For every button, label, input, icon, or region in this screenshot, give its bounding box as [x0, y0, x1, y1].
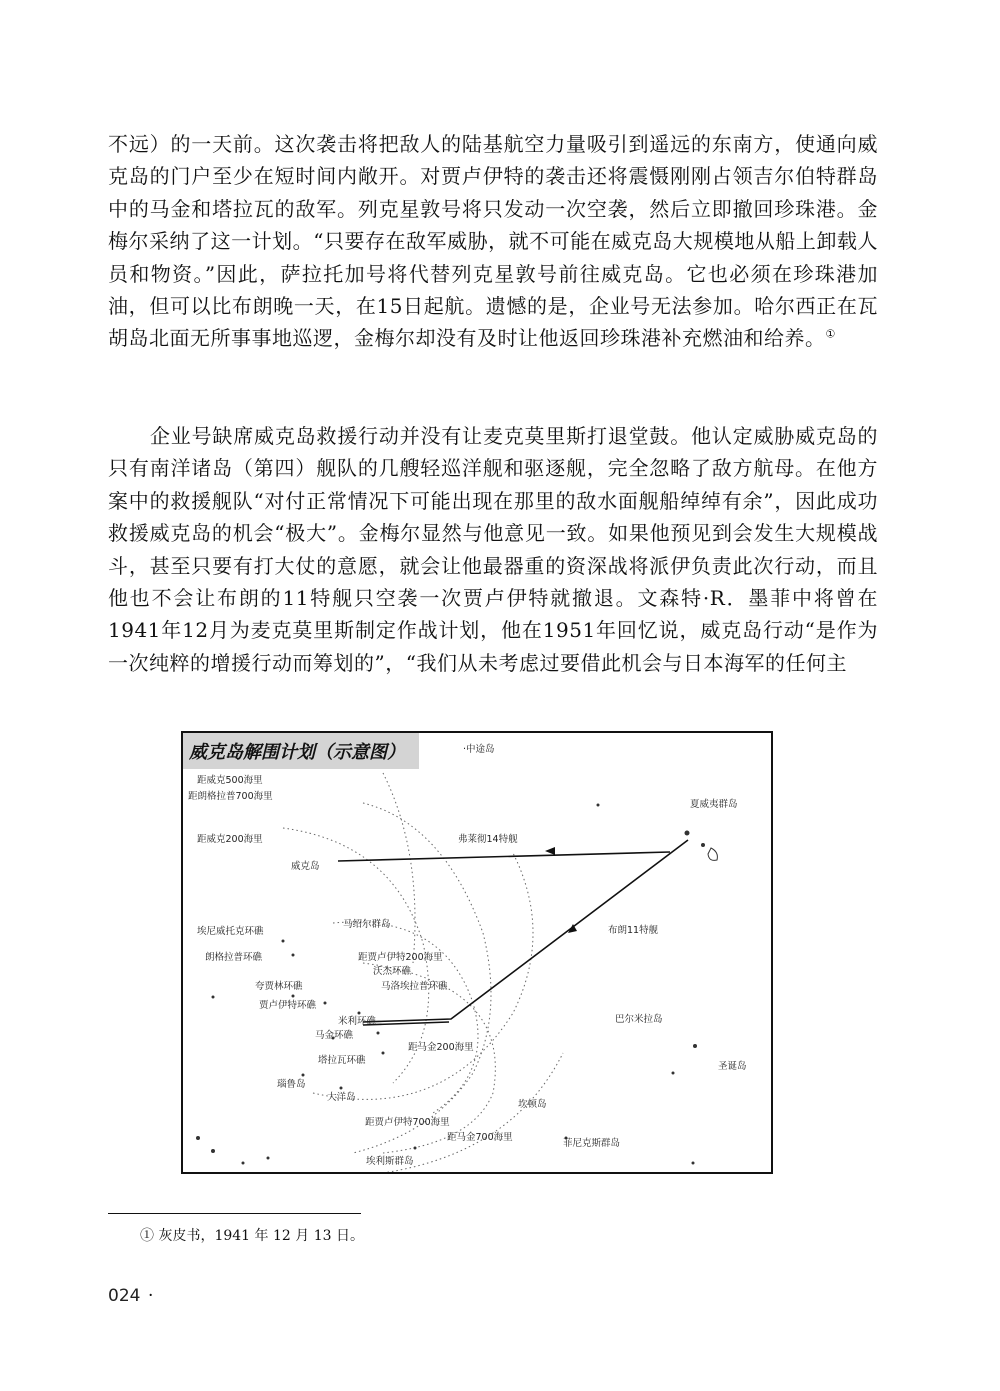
hawaii-island-2 [701, 843, 705, 847]
label-canton: 坎顿岛 [518, 1099, 547, 1110]
label-marshall: 马绍尔群岛 [343, 919, 391, 930]
label-wotje: 沃杰环礁 [373, 966, 412, 977]
footnote: ① 灰皮书，1941 年 12 月 13 日。 [140, 1228, 364, 1244]
islet [211, 1149, 215, 1153]
label-nauru: 瑙鲁岛 [277, 1079, 306, 1090]
footnote-divider [108, 1213, 361, 1214]
label-enewetak: 埃尼威托克环礁 [197, 926, 264, 937]
map-title-bar [183, 733, 419, 769]
islet [292, 995, 295, 998]
label-wake: 威克岛 [291, 861, 320, 872]
body-paragraph-1: 不远）的一天前。这次袭击将把敌人的陆基航空力量吸引到遥远的东南方，使通向威克岛的门户至少在短时间内敞开。对贾卢伊特的袭击还将震慑刚刚占领吉尔伯特群岛中的马金和塔拉瓦的敌军。列克星敦号将只发动一次空袭，然后立即撤回珍珠港。金梅尔采纳了这一计划。“只要存在敌军威胁，就不可能在威克岛大规模地从船上卸载人员和物资。”因此，萨拉托加号将代替列克星敦号前往威克岛。它也必须在珍珠港加油，但可以比布朗晚一天，在15日起航。遗憾的是，企业号无法参加。哈尔西正在瓦胡岛北面无所事事地巡逻，金梅尔却没有及时让他返回珍珠港补充燃油和给养。① [108, 132, 878, 351]
hawaii-big-island [708, 848, 717, 860]
label-jaluit: 贾卢伊特环礁 [259, 1000, 317, 1011]
islet [358, 1012, 361, 1015]
label-maloelap: 马洛埃拉普环礁 [381, 981, 448, 992]
label-palmyra: 巴尔米拉岛 [615, 1014, 663, 1025]
islet [212, 996, 215, 999]
label-dist-wake-200: 距威克200海里 [197, 834, 263, 845]
label-tarawa: 塔拉瓦环礁 [318, 1055, 366, 1066]
label-dist-jaluit-700: 距贾卢伊特700海里 [365, 1117, 450, 1128]
islet [292, 954, 295, 957]
page-number-separator: · [148, 1286, 154, 1306]
label-mili: 米利环礁 [338, 1016, 377, 1027]
islet [693, 1044, 697, 1048]
islet [340, 1087, 343, 1090]
islet [324, 1002, 327, 1005]
tf14-direction-arrow [545, 847, 555, 855]
label-phoenix: 菲尼克斯群岛 [563, 1138, 621, 1149]
label-kwajalein: 夸贾林环礁 [255, 981, 303, 992]
islet [382, 1052, 385, 1055]
range-arc-rongelap-700 [383, 773, 415, 963]
map-figure [181, 731, 773, 1174]
islet [242, 1162, 245, 1165]
range-arc-wake-500 [353, 803, 491, 1153]
footnote-reference[interactable]: ① [825, 327, 836, 341]
label-tf11: 布朗11特舰 [608, 925, 659, 936]
label-makin: 马金环礁 [315, 1030, 354, 1041]
islet [377, 1032, 380, 1035]
label-dist-wake-500: 距威克500海里 [197, 775, 263, 786]
route-tf14 [338, 852, 670, 861]
label-ellice: 埃利斯群岛 [366, 1156, 414, 1167]
range-arc-makin-700 [383, 1053, 563, 1173]
islet [196, 1136, 200, 1140]
label-midway: ·中途岛 [463, 744, 495, 755]
label-dist-jaluit-200: 距贾卢伊特200海里 [358, 952, 443, 963]
label-dist-eniwetok-700: 距朗格拉普700海里 [188, 791, 273, 802]
page-number: 024 [108, 1286, 141, 1306]
islet [597, 804, 600, 807]
islet [282, 940, 285, 943]
islet [267, 1157, 270, 1160]
label-dist-makin-700: 距马金700海里 [447, 1132, 513, 1143]
islet [692, 1162, 695, 1165]
label-hawaii: 夏威夷群岛 [690, 799, 738, 810]
label-rongelap: 朗格拉普环礁 [205, 952, 263, 963]
body-paragraph-2: 企业号缺席威克岛救援行动并没有让麦克莫里斯打退堂鼓。他认定威胁威克岛的只有南洋诸岛（第四）舰队的几艘轻巡洋舰和驱逐舰，完全忽略了敌方航母。在他方案中的救援舰队“对付正常情况下可能出现在那里的敌水面舰船绰绰有余”，因此成功救援威克岛的机会“极大”。金梅尔显然与他意见一致。如果他预见到会发生大规模战斗，甚至只要有打大仗的意愿，就会让他最器重的资深战将派伊负责此次行动，而且他也不会让布朗的11特舰只空袭一次贾卢伊特就撤退。文森特·R．墨菲中将曾在1941年12月为麦克莫里斯制定作战计划，他在1951年回忆说，威克岛行动“是作为一次纯粹的增援行动而筹划的”，“我们从未考虑过要借此机会与日本海军的任何主 [108, 424, 878, 675]
map-title: 威克岛解围计划（示意图） [189, 742, 405, 763]
label-ocean: 大洋岛 [327, 1092, 356, 1103]
label-christmas: 圣诞岛 [718, 1061, 747, 1072]
hawaii-island-1 [685, 831, 690, 836]
islet [302, 1074, 305, 1077]
label-dist-makin-200: 距马金200海里 [408, 1042, 474, 1053]
label-tf14: 弗莱彻14特舰 [458, 834, 518, 845]
islet [672, 1072, 675, 1075]
islet [414, 1147, 417, 1150]
